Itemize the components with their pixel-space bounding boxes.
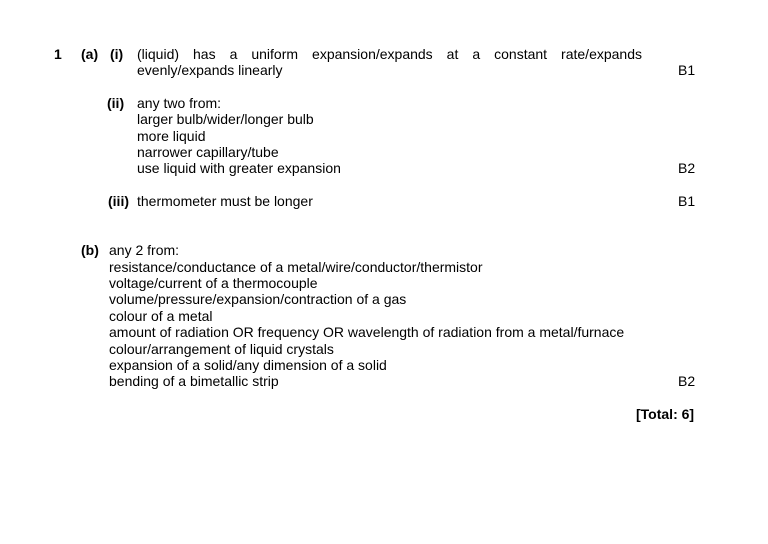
part-b-line-2: resistance/conductance of a metal/wire/conductor/thermistor: [109, 259, 483, 275]
part-a-iii-label: (iii): [108, 193, 129, 209]
part-b-line-3: voltage/current of a thermocouple: [109, 275, 318, 291]
part-b-line-4: volume/pressure/expansion/contraction of a gas: [109, 291, 407, 307]
question-number: 1: [54, 46, 62, 62]
part-a-iii-text: thermometer must be longer: [137, 193, 313, 209]
part-a-ii-line-3: more liquid: [137, 128, 206, 144]
part-b-line-6: amount of radiation OR frequency OR wavelength of radiation from a metal/furnace: [109, 324, 625, 340]
part-b-mark: B2: [678, 373, 696, 389]
part-b-label: (b): [81, 242, 99, 258]
part-a-iii-mark: B1: [678, 193, 696, 209]
part-b-line-1: any 2 from:: [109, 242, 180, 258]
part-a-i-mark: B1: [678, 62, 696, 78]
part-a-i-line-2: evenly/expands linearly: [137, 62, 283, 78]
part-b-line-9: bending of a bimetallic strip: [109, 373, 279, 389]
total-marks: [Total: 6]: [636, 406, 695, 422]
part-a-ii-line-2: larger bulb/wider/longer bulb: [137, 111, 314, 127]
part-a-i-label: (i): [110, 46, 124, 62]
part-b-line-7: colour/arrangement of liquid crystals: [109, 341, 334, 357]
part-a-ii-label: (ii): [107, 95, 125, 111]
part-a-label: (a): [81, 46, 99, 62]
part-b-line-8: expansion of a solid/any dimension of a solid: [109, 357, 387, 373]
part-b-line-5: colour of a metal: [109, 308, 213, 324]
part-a-i-line-1: (liquid) has a uniform expansion/expands at a constant rate/expands: [137, 46, 642, 62]
part-a-ii-line-1: any two from:: [137, 95, 222, 111]
part-a-ii-mark: B2: [678, 160, 696, 176]
part-a-ii-line-4: narrower capillary/tube: [137, 144, 279, 160]
part-a-ii-line-5: use liquid with greater expansion: [137, 160, 341, 176]
